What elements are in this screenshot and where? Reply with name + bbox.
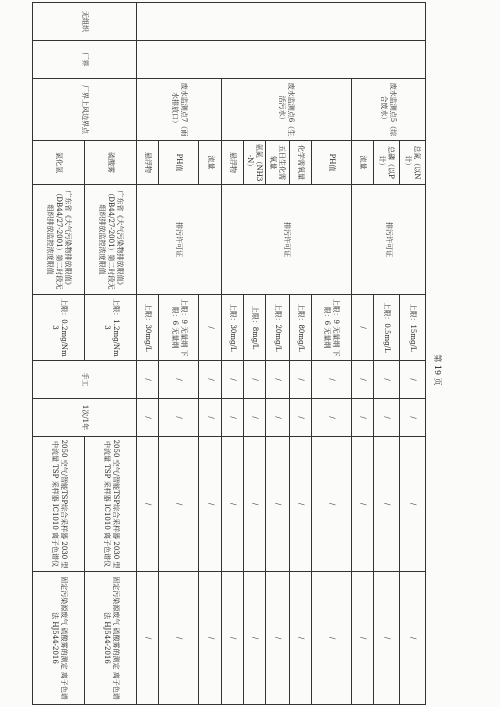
unit-cell: 手工 — [33, 361, 137, 399]
category-cell: 无组织 — [33, 3, 137, 41]
instrument-cell: / — [137, 437, 159, 572]
unit-cell: / — [221, 361, 243, 399]
standard-cell: 广东省《大气污染物排放限值》（DB44/27-2001）第二时段无组织排放监控浓度限值 — [33, 185, 85, 295]
unit-cell: / — [199, 361, 221, 399]
unit-cell: / — [265, 361, 289, 399]
instrument-cell: / — [199, 437, 221, 572]
method-cell: / — [289, 572, 311, 705]
param-cell: 悬浮物 — [137, 141, 159, 185]
method-cell: / — [243, 572, 265, 705]
instrument-cell: / — [265, 437, 289, 572]
method-cell: / — [351, 572, 373, 705]
method-cell: / — [265, 572, 289, 705]
freq-cell: / — [221, 399, 243, 437]
limit-cell: 上限：30mg/L — [221, 295, 243, 361]
param-cell: 化学需氧量 — [289, 141, 311, 185]
method-cell: / — [399, 572, 425, 705]
limit-cell: 上限：0.2mg/Nm3 — [33, 295, 85, 361]
limit-cell: 上限：0.5mg/L — [373, 295, 399, 361]
site-cell: 废水监测点5（综合废水） — [351, 79, 425, 141]
freq-cell: / — [137, 399, 159, 437]
instrument-cell: / — [399, 437, 425, 572]
instrument-cell: 2050 空气/智能TSP综合采样器 2030 型 中流量 TSP 采样器 IC1010 离子色谱仪 — [33, 437, 85, 572]
limit-cell: 上限：20mg/L — [265, 295, 289, 361]
freq-cell: / — [373, 399, 399, 437]
limit-cell: 上限：9 无量纲 下限：6 无量纲 — [159, 295, 199, 361]
param-cell: 氨氮（NH3-N） — [243, 141, 265, 185]
standard-cell: 排污许可证 — [351, 185, 425, 295]
unit-cell: / — [311, 361, 351, 399]
area-cell — [137, 41, 426, 79]
site-cell: 厂界上风边界点 — [33, 79, 137, 141]
freq-cell: / — [351, 399, 373, 437]
param-cell: 流量 — [199, 141, 221, 185]
freq-cell: / — [243, 399, 265, 437]
method-cell: / — [159, 572, 199, 705]
param-cell: 氯化氢 — [33, 141, 85, 185]
standard-cell: 排污许可证 — [221, 185, 351, 295]
limit-cell: / — [351, 295, 373, 361]
instrument-cell: / — [159, 437, 199, 572]
param-cell: 总氮（以N计） — [399, 141, 425, 185]
param-cell: 总磷（以P计） — [373, 141, 399, 185]
limit-cell: 上限：9 无量纲 下限：6 无量纲 — [311, 295, 351, 361]
instrument-cell: / — [311, 437, 351, 572]
freq-cell: 1次/1年 — [33, 399, 137, 437]
unit-cell: / — [399, 361, 425, 399]
instrument-cell: / — [243, 437, 265, 572]
site-cell: 废水监测点7（雨水排放口） — [137, 79, 221, 141]
freq-cell: / — [265, 399, 289, 437]
method-cell: / — [137, 572, 159, 705]
freq-cell: / — [311, 399, 351, 437]
page-number: 第 19 页 — [433, 354, 442, 386]
instrument-cell: / — [373, 437, 399, 572]
table-row — [85, 3, 137, 705]
param-cell: PH值 — [159, 141, 199, 185]
unit-cell: / — [289, 361, 311, 399]
unit-cell: / — [373, 361, 399, 399]
method-cell: 固定污染源废气 硫酸雾的测定 离子色谱法 HJ544-2016 — [33, 572, 85, 705]
limit-cell: 上限：1.2mg/Nm3 — [85, 295, 137, 361]
method-cell: / — [221, 572, 243, 705]
method-cell: / — [311, 572, 351, 705]
unit-cell: / — [159, 361, 199, 399]
instrument-cell: / — [289, 437, 311, 572]
table-row — [399, 3, 425, 705]
limit-cell: 上限：80mg/L — [289, 295, 311, 361]
freq-cell: / — [199, 399, 221, 437]
param-cell: 悬浮物 — [221, 141, 243, 185]
method-cell: / — [199, 572, 221, 705]
limit-cell: 上限：8mg/L — [243, 295, 265, 361]
standard-cell: 排污许可证 — [137, 185, 221, 295]
param-cell: 硫酸雾 — [85, 141, 137, 185]
area-cell: 厂界 — [33, 41, 137, 79]
rotated-monitoring-table — [32, 2, 426, 704]
unit-cell: / — [243, 361, 265, 399]
instrument-cell: / — [221, 437, 243, 572]
param-cell: PH值 — [311, 141, 351, 185]
param-cell: 五日生化需氧量 — [265, 141, 289, 185]
freq-cell: / — [399, 399, 425, 437]
limit-cell: / — [199, 295, 221, 361]
unit-cell: / — [137, 361, 159, 399]
limit-cell: 上限：30mg/L — [137, 295, 159, 361]
table-row — [311, 3, 351, 705]
instrument-cell: / — [351, 437, 373, 572]
limit-cell: 上限：15mg/L — [399, 295, 425, 361]
freq-cell: / — [159, 399, 199, 437]
method-cell: / — [373, 572, 399, 705]
category-cell — [137, 3, 426, 41]
table-row — [199, 3, 221, 705]
param-cell: 流量 — [351, 141, 373, 185]
method-cell: 固定污染源废气 硫酸雾的测定 离子色谱法 HJ544-2016 — [85, 572, 137, 705]
standard-cell: 广东省《大气污染物排放限值》（DB44/27-2001）第二时段无组织排放监控浓度限值 — [85, 185, 137, 295]
unit-cell: / — [351, 361, 373, 399]
monitoring-plan-table — [32, 2, 426, 705]
instrument-cell: 2050 空气/智能TSP综合采样器 2030 型 中流量 TSP 采样器 IC1010 离子色谱仪 — [85, 437, 137, 572]
freq-cell: / — [289, 399, 311, 437]
site-cell: 废水监测点6（生活污水） — [221, 79, 351, 141]
